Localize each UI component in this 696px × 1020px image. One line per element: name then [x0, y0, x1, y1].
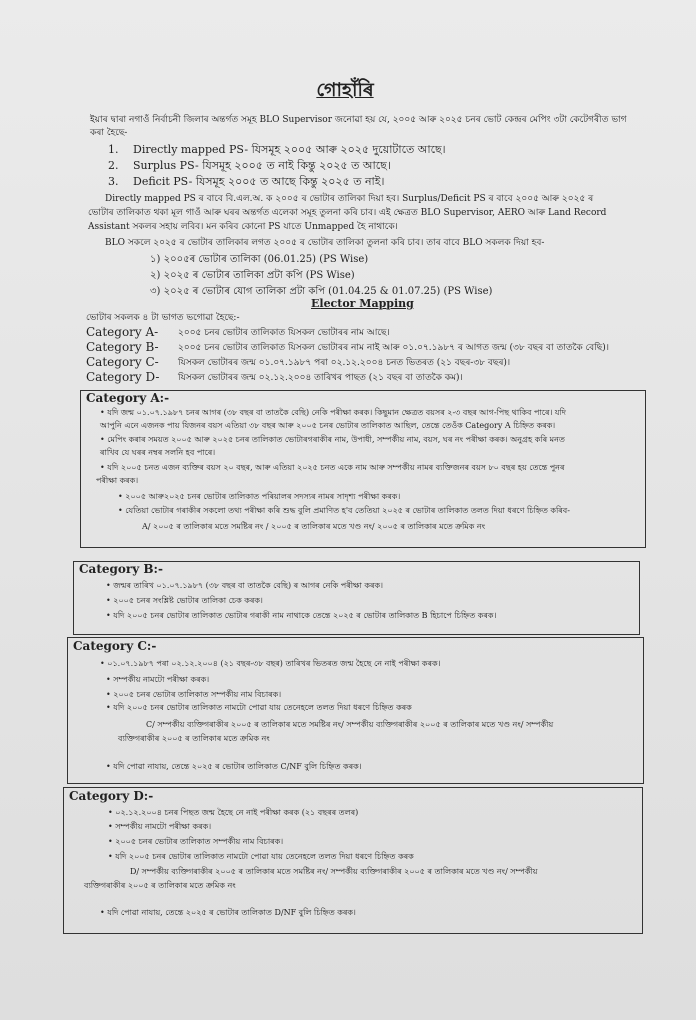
list-item-number: 1. — [108, 143, 119, 156]
category-c-line: C/ সম্পৰ্কীয় ব্যক্তিগৰাকীৰ ২০০৫ ৰ তালিকাৰ মতে সমষ্টিৰ নং/ সম্পৰ্কীয় ব্যক্তিগৰাকীৰ ২০০৫ ৰ তালিকাৰ মতে খণ্ড নং/ সম্পৰ্কীয় — [146, 720, 554, 729]
intro-line: ইয়াৰ দ্বাৰা নগাওঁ নিৰ্বাচনী জিলাৰ অন্তৰ্গত সমূহ BLO Supervisor জনোৱা হয় যে, ২০০৫ আৰু ২০২৫ চনৰ ভোট কেন্দ্ৰৰ মেপিং ৩টা কেটেগৰীত ভাগ — [90, 115, 627, 125]
category-b-line: • ২০০৫ চনৰ সংশ্লিষ্ট ভোটাৰ তালিকা চেক কৰক। — [106, 596, 263, 605]
category-a-line: • মেপিং কৰাৰ সময়ত ২০০৫ আৰু ২০২৫ চনৰ তালিকাত ভোটাৰগৰাকীৰ নাম, উপাধী, সম্পৰ্কীয় নাম, বয়স, ঘৰ নং পৰীক্ষা কৰক। অনুগ্ৰহ কৰি মনত — [100, 435, 565, 444]
category-b-title: Category B:- — [79, 562, 163, 576]
category-d-line: • যদি পোৱা নাযায়, তেন্তে ২০২৫ ৰ ভোটাৰ তালিকাত D/NF বুলি চিহ্নিত কৰক। — [100, 908, 356, 917]
list-item-number: 2. — [108, 159, 119, 172]
page-title: গোহাঁৰি — [316, 79, 374, 101]
paragraph-line: Assistant সকলৰ সহায় লবিব। মন কৰিব কোনো PS যাতে Unmapped হৈ নাথাকে। — [88, 222, 398, 232]
category-a-line: পৰীক্ষা কৰক। — [96, 476, 139, 485]
category-c-line: ব্যক্তিগৰাকীৰ ২০০৫ ৰ তালিকাৰ মতে ক্ৰমিক নং — [118, 734, 270, 743]
category-b-line: • যদি ২০০৫ চনৰ ভোটাৰ তালিকাত ভোটাৰ গৰাকী নাম নাথাকে তেন্তে ২০২৫ ৰ ভোটাৰ তালিকাত B হিচাপে চিহ্নিত কৰক। — [106, 611, 497, 620]
list-item-number: 3. — [108, 175, 119, 188]
paragraph-line: ভোটাৰ তালিকাত থকা মূল গাওঁ আৰু ঘৰৰ অন্তৰ্গত এলেকা সমূহ তুলনা কৰি চাব। এই ক্ষেত্ৰত BLO Supervisor, AERO আৰু Land Record — [88, 208, 607, 218]
category-d-line: • ২০০৫ চনৰ ভোটাৰ তালিকাত সম্পৰ্কীয় নাম বিচাৰক। — [108, 837, 284, 846]
category-a-title: Category A:- — [86, 391, 170, 405]
category-label: Category A- — [86, 325, 159, 339]
category-d-line: • যদি ২০০৫ চনৰ ভোটাৰ তালিকাত নামটো পোৱা যায় তেনেহলে তলত দিয়া ধৰণে চিহ্নিত কৰক — [108, 852, 414, 861]
category-description: ২০০৫ চনৰ ভোটাৰ তালিকাত যিসকল ভোটাৰৰ নাম আছে। — [178, 328, 390, 338]
category-d-line: ব্যক্তিগৰাকীৰ ২০০৫ ৰ তালিকাৰ মতে ক্ৰমিক নং — [84, 881, 236, 890]
category-c-line: • যদি ২০০৫ চনৰ ভোটাৰ তালিকাত নামটো পোৱা যায় তেনেহলে তলত দিয়া ধৰণে চিহ্নিত কৰক — [106, 703, 412, 712]
category-d-line: • ০২.১২.২০০৪ চনৰ পিছত জন্ম হৈছে নে নাই পৰীক্ষা কৰক (২১ বছৰৰ তলৰ) — [108, 808, 359, 817]
category-label: Category C- — [86, 355, 159, 369]
category-description: যিসকল ভোটাৰৰ জন্ম ০১.০৭.১৯৮৭ পৰা ০২.১২.২০০৪ চনত ভিতৰত (২১ বছৰ-৩৮ বছৰ)। — [178, 358, 511, 368]
intro-line: কৰা হৈছে- — [90, 128, 128, 138]
category-c-line: • সম্পৰ্কীয় নামটো পৰীক্ষা কৰক। — [106, 675, 210, 684]
category-a-line: • যদি জন্ম ০১.০৭.১৯৮৭ চনৰ আগৰ (৩৮ বছৰ বা তাতকৈ বেছি) নেকি পৰীক্ষা কৰক। কিছুমান ক্ষেত্ৰত বয়সৰ ২-৩ বছৰ আগ-পিছ থাকিব পাৰে। যদি — [100, 408, 566, 417]
list-item: Directly mapped PS- যিসমূহ ২০০৫ আৰু ২০২৫ দুয়োটাতে আছে। — [133, 143, 446, 156]
category-d-title: Category D:- — [69, 789, 154, 803]
category-description: ২০০৫ চনৰ ভোটাৰ তালিকাত যিসকল ভোটাৰৰ নাম নাই আৰু ০১.০৭.১৯৮৭ ৰ আগত জন্ম (৩৮ বছৰ বা তাতকৈ বেছি)। — [178, 343, 609, 353]
category-description: যিসকল ভোটাৰৰ জন্ম ০২.১২.২০০৪ তাৰিখৰ পাছত (২১ বছৰ বা তাতকৈ কম)। — [178, 373, 463, 383]
category-b-line: • জন্মৰ তাৰিখ ০১.০৭.১৯৮৭ (৩৮ বছৰ বা তাতকৈ বেছি) ৰ আগৰ নেকি পৰীক্ষা কৰক। — [106, 581, 383, 590]
paragraph-line: Directly mapped PS ৰ বাবে বি.এল.অ. ক ২০০৫ ৰ ভোটাৰ তালিকা দিয়া হব। Surplus/Deficit PS ৰ বাবে ২০০৫ আৰু ২০২৫ ৰ — [105, 194, 594, 204]
category-a-line: A/ ২০০৫ ৰ তালিকাৰ মতে সমষ্টিৰ নং / ২০০৫ ৰ তালিকাৰ মতে খণ্ড নং/ ২০০৫ ৰ তালিকাৰ মতে ক্ৰমিক নং — [142, 522, 486, 531]
category-a-line: • ২০০৫ আৰু২০২৫ চনৰ ভোটাৰ তালিকাত পৰিয়ালৰ সদস্যৰ নামৰ সাদৃশ্য পৰীক্ষা কৰক। — [118, 492, 401, 501]
category-c-line: • ০১.০৭.১৯৮৭ পৰা ০২.১২.২০০৪ (২১ বছৰ-৩৮ বছৰ) তাৰিখৰ ভিতৰত জন্ম হৈছে নে নাই পৰীক্ষা কৰক। — [100, 659, 441, 668]
section-heading: Elector Mapping — [311, 297, 414, 310]
category-d-line: • সম্পৰ্কীয় নামটো পৰীক্ষা কৰক। — [108, 822, 212, 831]
category-c-title: Category C:- — [73, 639, 157, 653]
category-a-line: • যেতিয়া ভোটাৰ গৰাকীৰ সকলো তথ্য পৰীক্ষা কৰি শুদ্ধ বুলি প্ৰমাণিত হ'ব তেতিয়া ২০২৫ ৰ ভোটাৰ তালিকাত তলত দিয়া ধৰণে চিহ্নিত কৰিব- — [118, 506, 570, 515]
paragraph-line: BLO সকলে ২০২৫ ৰ ভোটাৰ তালিকাৰ লগত ২০০৫ ৰ ভোটাৰ তালিকা তুলনা কৰি চাব। তাৰ বাবে BLO সকলক দিয়া হব- — [105, 238, 545, 248]
category-d-line: D/ সম্পৰ্কীয় ব্যক্তিগৰাকীৰ ২০০৫ ৰ তালিকাৰ মতে সমষ্টিৰ নং/ সম্পৰ্কীয় ব্যক্তিগৰাকীৰ ২০০৫ ৰ তালিকাৰ মতে খণ্ড নং/ সম্পৰ্কীয় — [130, 867, 538, 876]
sub-list-item: ১) ২০০৫ৰ ভোটাৰ তালিকা (06.01.25) (PS Wise) — [150, 254, 369, 265]
category-a-line: • যদি ২০০৫ চনত এজন ব্যক্তিৰ বয়স ২০ বছৰ, আৰু এতিয়া ২০২৫ চনত একে নাম আৰু সম্পৰ্কীয় নামৰ ব্যক্তিজনৰ বয়স ৮০ বছৰ হয় তেন্তে পুনৰ — [100, 463, 565, 472]
category-a-line: ৰাখিব যে ঘৰৰ নম্বৰ সলনি হব পাৰে। — [100, 448, 216, 457]
elector-intro: ভোটাৰ সকলক ৪ টা ভাগত ভগোৱা হৈছে:- — [86, 313, 240, 323]
category-a-line: আপুনি এনে এজনক পায় যিজনৰ বয়স এতিয়া ৩৮ বছৰ আৰু ২০০৫ চনৰ ভোটাৰ তালিকাত আছিল, তেন্তে তেওঁক Category A চিহ্নিত কৰক। — [100, 421, 556, 430]
sub-list-item: ২) ২০২৫ ৰ ভোটাৰ তালিকা প্ৰটা কপি (PS Wise) — [150, 270, 355, 281]
sub-list-item: ৩) ২০২৫ ৰ ভোটাৰ যোগ তালিকা প্ৰটা কপি (01.04.25 & 01.07.25) (PS Wise) — [150, 286, 493, 297]
category-c-line: • যদি পোৱা নাযায়, তেন্তে ২০২৫ ৰ ভোটাৰ তালিকাত C/NF বুলি চিহ্নিত কৰক। — [106, 762, 362, 771]
category-label: Category B- — [86, 340, 159, 354]
list-item: Surplus PS- যিসমূহ ২০০৫ ত নাই কিন্তু ২০২৫ ত আছে। — [133, 159, 391, 172]
category-label: Category D- — [86, 370, 160, 384]
list-item: Deficit PS- যিসমূহ ২০০৫ ত আছে কিন্তু ২০২৫ ত নাই। — [133, 175, 385, 188]
category-c-line: • ২০০৫ চনৰ ভোটাৰ তালিকাত সম্পৰ্কীয় নাম বিচাৰক। — [106, 690, 282, 699]
